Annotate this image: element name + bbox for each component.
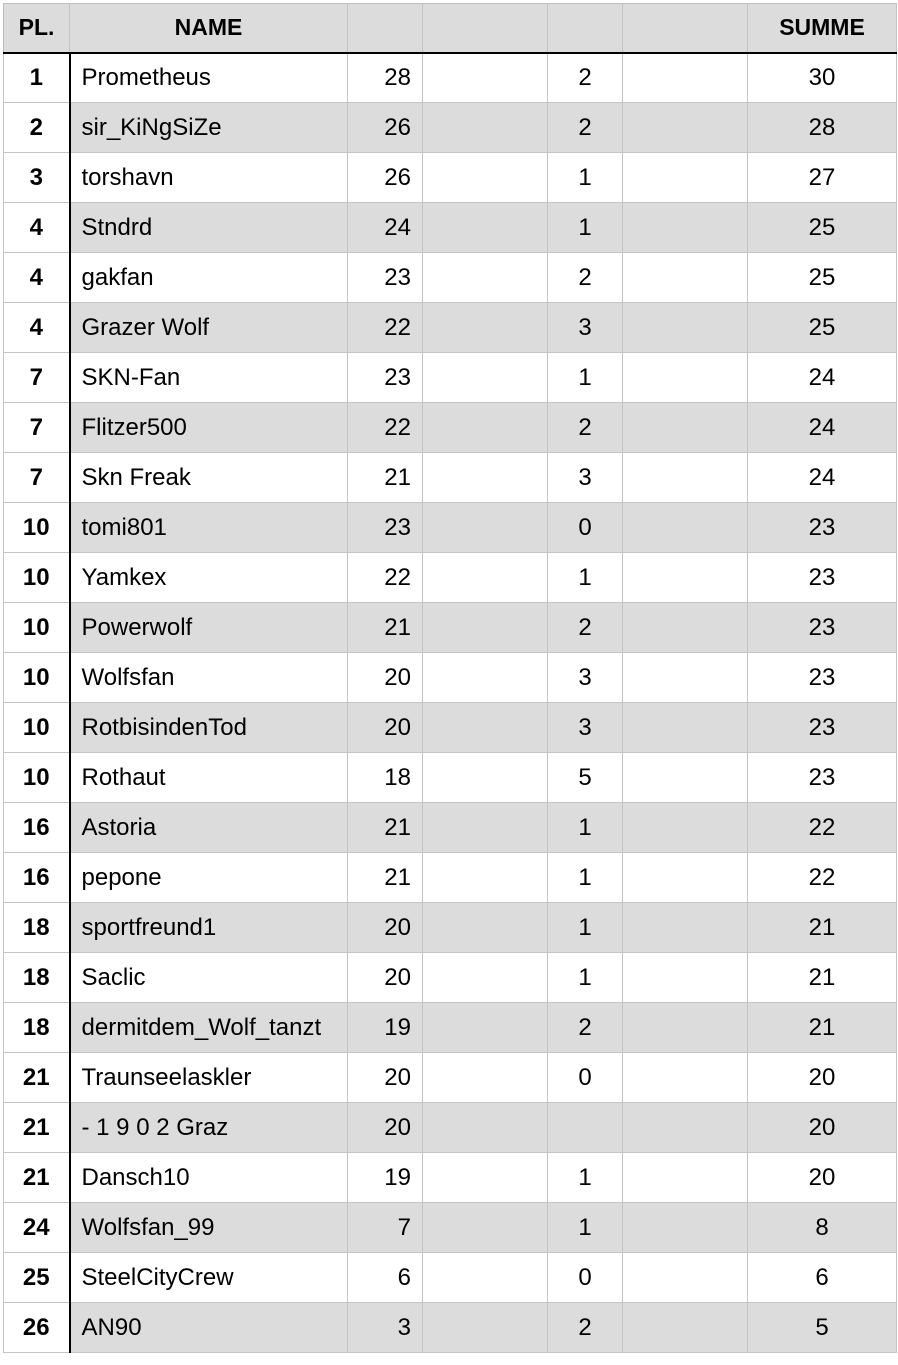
- empty-cell: [623, 1053, 748, 1103]
- empty-cell: [423, 53, 548, 103]
- points-b-cell: 2: [548, 53, 623, 103]
- table-row: [4, 403, 897, 453]
- points-a-cell: 20: [348, 953, 423, 1003]
- sum-cell: 24: [748, 353, 897, 403]
- empty-cell: [423, 153, 548, 203]
- header-col-4: [423, 4, 548, 53]
- place-cell: 1: [4, 53, 70, 103]
- table-row: [4, 1153, 897, 1203]
- name-cell: Prometheus: [70, 53, 348, 103]
- sum-cell: 25: [748, 253, 897, 303]
- place-cell: 3: [4, 153, 70, 203]
- table-row: [4, 953, 897, 1003]
- place-cell: 26: [4, 1303, 70, 1353]
- place-cell: 21: [4, 1153, 70, 1203]
- table-row: [4, 253, 897, 303]
- sum-cell: 24: [748, 453, 897, 503]
- table-row: [4, 1053, 897, 1103]
- place-cell: 18: [4, 953, 70, 1003]
- table-row: [4, 1103, 897, 1153]
- empty-cell: [623, 303, 748, 353]
- sum-cell: 6: [748, 1253, 897, 1303]
- empty-cell: [423, 1253, 548, 1303]
- place-cell: 2: [4, 103, 70, 153]
- name-cell: RotbisindenTod: [70, 703, 348, 753]
- empty-cell: [623, 1003, 748, 1053]
- empty-cell: [423, 303, 548, 353]
- empty-cell: [423, 953, 548, 1003]
- points-b-cell: 2: [548, 103, 623, 153]
- empty-cell: [423, 253, 548, 303]
- points-a-cell: 23: [348, 503, 423, 553]
- name-cell: SKN-Fan: [70, 353, 348, 403]
- points-b-cell: 3: [548, 653, 623, 703]
- header-col-6: [623, 4, 748, 53]
- table-row: [4, 503, 897, 553]
- sum-cell: 21: [748, 953, 897, 1003]
- table-row: [4, 453, 897, 503]
- empty-cell: [423, 353, 548, 403]
- points-b-cell: 1: [548, 803, 623, 853]
- place-cell: 25: [4, 1253, 70, 1303]
- points-b-cell: 2: [548, 253, 623, 303]
- points-a-cell: 26: [348, 103, 423, 153]
- table-row: [4, 1253, 897, 1303]
- table-row: [4, 903, 897, 953]
- empty-cell: [623, 1253, 748, 1303]
- table-row: [4, 103, 897, 153]
- empty-cell: [423, 1103, 548, 1153]
- sum-cell: 23: [748, 503, 897, 553]
- header-col-5: [548, 4, 623, 53]
- points-a-cell: 3: [348, 1303, 423, 1353]
- place-cell: 18: [4, 903, 70, 953]
- name-cell: sir_KiNgSiZe: [70, 103, 348, 153]
- points-a-cell: 22: [348, 553, 423, 603]
- name-cell: Flitzer500: [70, 403, 348, 453]
- points-b-cell: 0: [548, 1253, 623, 1303]
- table-row: [4, 603, 897, 653]
- points-b-cell: 1: [548, 1153, 623, 1203]
- empty-cell: [623, 353, 748, 403]
- name-cell: Wolfsfan: [70, 653, 348, 703]
- sum-cell: 27: [748, 153, 897, 203]
- sum-cell: 22: [748, 853, 897, 903]
- points-b-cell: 2: [548, 603, 623, 653]
- empty-cell: [423, 803, 548, 853]
- name-cell: Dansch10: [70, 1153, 348, 1203]
- empty-cell: [623, 703, 748, 753]
- empty-cell: [623, 953, 748, 1003]
- sum-cell: 20: [748, 1153, 897, 1203]
- empty-cell: [423, 703, 548, 753]
- place-cell: 10: [4, 703, 70, 753]
- empty-cell: [623, 203, 748, 253]
- points-b-cell: 1: [548, 1203, 623, 1253]
- empty-cell: [623, 103, 748, 153]
- name-cell: AN90: [70, 1303, 348, 1353]
- empty-cell: [423, 853, 548, 903]
- points-a-cell: 19: [348, 1003, 423, 1053]
- empty-cell: [423, 103, 548, 153]
- points-b-cell: 2: [548, 1303, 623, 1353]
- empty-cell: [423, 453, 548, 503]
- empty-cell: [423, 1053, 548, 1103]
- sum-cell: 8: [748, 1203, 897, 1253]
- name-cell: pepone: [70, 853, 348, 903]
- table-body: [4, 53, 897, 1353]
- empty-cell: [423, 603, 548, 653]
- name-cell: Grazer Wolf: [70, 303, 348, 353]
- sum-cell: 25: [748, 203, 897, 253]
- points-b-cell: 1: [548, 153, 623, 203]
- place-cell: 10: [4, 653, 70, 703]
- table-row: [4, 353, 897, 403]
- empty-cell: [623, 853, 748, 903]
- empty-cell: [423, 1203, 548, 1253]
- name-cell: gakfan: [70, 253, 348, 303]
- table-row: [4, 153, 897, 203]
- points-a-cell: 7: [348, 1203, 423, 1253]
- empty-cell: [623, 803, 748, 853]
- empty-cell: [423, 553, 548, 603]
- name-cell: Skn Freak: [70, 453, 348, 503]
- points-b-cell: 0: [548, 503, 623, 553]
- points-b-cell: 1: [548, 903, 623, 953]
- points-b-cell: [548, 1103, 623, 1153]
- empty-cell: [623, 453, 748, 503]
- name-cell: Astoria: [70, 803, 348, 853]
- place-cell: 21: [4, 1053, 70, 1103]
- table-row: [4, 1003, 897, 1053]
- name-cell: torshavn: [70, 153, 348, 203]
- name-cell: Powerwolf: [70, 603, 348, 653]
- points-b-cell: 2: [548, 403, 623, 453]
- name-cell: Saclic: [70, 953, 348, 1003]
- sum-cell: 23: [748, 553, 897, 603]
- place-cell: 7: [4, 353, 70, 403]
- table-row: [4, 703, 897, 753]
- empty-cell: [623, 253, 748, 303]
- sum-cell: 23: [748, 603, 897, 653]
- table-row: [4, 853, 897, 903]
- name-cell: Stndrd: [70, 203, 348, 253]
- empty-cell: [623, 1303, 748, 1353]
- points-a-cell: 26: [348, 153, 423, 203]
- empty-cell: [623, 1203, 748, 1253]
- place-cell: 7: [4, 453, 70, 503]
- empty-cell: [423, 1303, 548, 1353]
- place-cell: 4: [4, 203, 70, 253]
- place-cell: 10: [4, 503, 70, 553]
- points-a-cell: 20: [348, 703, 423, 753]
- empty-cell: [623, 503, 748, 553]
- points-a-cell: 20: [348, 1103, 423, 1153]
- sum-cell: 30: [748, 53, 897, 103]
- name-cell: Traunseelaskler: [70, 1053, 348, 1103]
- points-a-cell: 18: [348, 753, 423, 803]
- empty-cell: [623, 1153, 748, 1203]
- points-b-cell: 1: [548, 553, 623, 603]
- points-b-cell: 1: [548, 853, 623, 903]
- name-cell: Wolfsfan_99: [70, 1203, 348, 1253]
- sum-cell: 25: [748, 303, 897, 353]
- empty-cell: [623, 403, 748, 453]
- points-a-cell: 23: [348, 253, 423, 303]
- points-a-cell: 6: [348, 1253, 423, 1303]
- points-a-cell: 20: [348, 1053, 423, 1103]
- place-cell: 4: [4, 303, 70, 353]
- table-row: [4, 553, 897, 603]
- sum-cell: 28: [748, 103, 897, 153]
- points-b-cell: 3: [548, 303, 623, 353]
- place-cell: 24: [4, 1203, 70, 1253]
- header-place: PL.: [4, 4, 70, 53]
- points-a-cell: 21: [348, 853, 423, 903]
- points-a-cell: 28: [348, 53, 423, 103]
- empty-cell: [423, 403, 548, 453]
- name-cell: SteelCityCrew: [70, 1253, 348, 1303]
- table-row: [4, 203, 897, 253]
- sum-cell: 21: [748, 903, 897, 953]
- points-b-cell: 3: [548, 453, 623, 503]
- empty-cell: [423, 1153, 548, 1203]
- points-b-cell: 5: [548, 753, 623, 803]
- place-cell: 4: [4, 253, 70, 303]
- empty-cell: [423, 753, 548, 803]
- sum-cell: 23: [748, 703, 897, 753]
- points-a-cell: 20: [348, 903, 423, 953]
- points-a-cell: 19: [348, 1153, 423, 1203]
- empty-cell: [623, 653, 748, 703]
- table-row: [4, 1303, 897, 1353]
- points-a-cell: 22: [348, 403, 423, 453]
- name-cell: tomi801: [70, 503, 348, 553]
- table-row: [4, 303, 897, 353]
- points-b-cell: 2: [548, 1003, 623, 1053]
- empty-cell: [623, 153, 748, 203]
- empty-cell: [423, 903, 548, 953]
- place-cell: 16: [4, 803, 70, 853]
- sum-cell: 24: [748, 403, 897, 453]
- table-row: [4, 53, 897, 103]
- place-cell: 18: [4, 1003, 70, 1053]
- name-cell: - 1 9 0 2 Graz: [70, 1103, 348, 1153]
- header-col-3: [348, 4, 423, 53]
- place-cell: 10: [4, 553, 70, 603]
- place-cell: 7: [4, 403, 70, 453]
- sum-cell: 23: [748, 753, 897, 803]
- sum-cell: 22: [748, 803, 897, 853]
- empty-cell: [623, 603, 748, 653]
- table-row: [4, 1203, 897, 1253]
- name-cell: sportfreund1: [70, 903, 348, 953]
- place-cell: 10: [4, 753, 70, 803]
- name-cell: Yamkex: [70, 553, 348, 603]
- points-a-cell: 21: [348, 803, 423, 853]
- place-cell: 21: [4, 1103, 70, 1153]
- sum-cell: 20: [748, 1053, 897, 1103]
- empty-cell: [623, 553, 748, 603]
- header-name: NAME: [70, 4, 348, 53]
- points-a-cell: 20: [348, 653, 423, 703]
- empty-cell: [623, 903, 748, 953]
- standings-table: [3, 3, 897, 1353]
- empty-cell: [423, 503, 548, 553]
- points-a-cell: 22: [348, 303, 423, 353]
- empty-cell: [423, 653, 548, 703]
- points-b-cell: 1: [548, 203, 623, 253]
- name-cell: dermitdem_Wolf_tanzt: [70, 1003, 348, 1053]
- table-row: [4, 803, 897, 853]
- empty-cell: [623, 53, 748, 103]
- sum-cell: 21: [748, 1003, 897, 1053]
- sum-cell: 20: [748, 1103, 897, 1153]
- points-a-cell: 24: [348, 203, 423, 253]
- points-b-cell: 0: [548, 1053, 623, 1103]
- header-row: [4, 4, 897, 53]
- points-a-cell: 21: [348, 453, 423, 503]
- header-sum: SUMME: [748, 4, 897, 53]
- place-cell: 10: [4, 603, 70, 653]
- table-row: [4, 753, 897, 803]
- sum-cell: 23: [748, 653, 897, 703]
- empty-cell: [623, 1103, 748, 1153]
- points-b-cell: 1: [548, 353, 623, 403]
- table-row: [4, 653, 897, 703]
- points-b-cell: 1: [548, 953, 623, 1003]
- name-cell: Rothaut: [70, 753, 348, 803]
- sum-cell: 5: [748, 1303, 897, 1353]
- empty-cell: [423, 203, 548, 253]
- place-cell: 16: [4, 853, 70, 903]
- points-b-cell: 3: [548, 703, 623, 753]
- points-a-cell: 21: [348, 603, 423, 653]
- empty-cell: [623, 753, 748, 803]
- empty-cell: [423, 1003, 548, 1053]
- points-a-cell: 23: [348, 353, 423, 403]
